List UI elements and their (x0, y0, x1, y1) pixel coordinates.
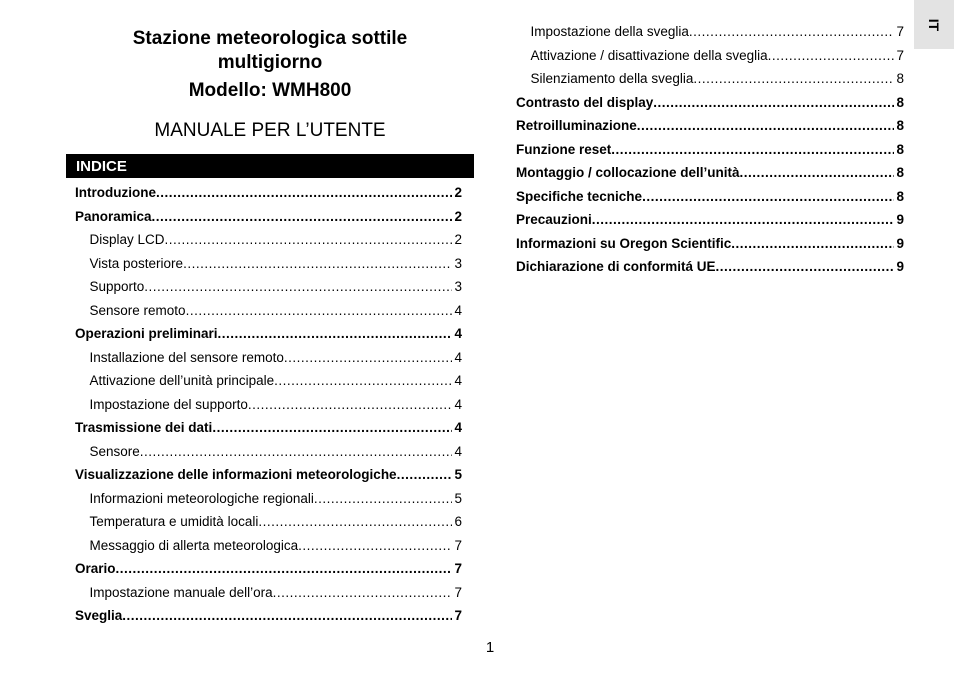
toc-leader-dots (258, 514, 452, 529)
toc-entry[interactable] (516, 236, 904, 260)
toc-entry[interactable] (75, 608, 462, 632)
toc-entry-label: Impostazione manuale dell’ora (89, 584, 273, 600)
toc-entry-label: Attivazione dell’unità principale (89, 373, 275, 388)
toc-entry[interactable] (516, 259, 904, 283)
toc-entry-page: 8 (896, 188, 904, 204)
toc-entry-label: Sveglia (75, 608, 123, 623)
toc-leader-dots (218, 326, 453, 341)
toc-entry-page: 2 (454, 208, 462, 224)
toc-entry-label: Contrasto del display (516, 94, 654, 110)
toc-leader-dots (314, 491, 453, 506)
language-tab-label: IT (925, 18, 942, 31)
toc-entry-page: 8 (896, 165, 904, 180)
toc-entry-page: 3 (454, 279, 462, 294)
toc-entry[interactable] (75, 561, 462, 585)
toc-leader-dots (274, 373, 452, 388)
toc-entry-page: 4 (454, 396, 462, 412)
toc-entry-page: 4 (454, 302, 462, 318)
toc-entry[interactable] (75, 373, 462, 397)
toc-entry-label: Panoramica (75, 208, 152, 224)
toc-entry-label: Retroilluminazione (516, 118, 637, 133)
toc-entry-page: 2 (454, 232, 462, 247)
toc-entry-page: 9 (896, 212, 904, 227)
toc-entry-label: Precauzioni (516, 212, 592, 227)
title-line-2: multigiorno (217, 52, 323, 73)
toc-leader-dots (284, 350, 453, 365)
toc-entry[interactable] (516, 212, 904, 236)
toc-entry-label: Sensore (89, 443, 140, 459)
toc-entry-label: Temperatura e umidità locali (89, 514, 259, 529)
toc-leader-dots (592, 212, 895, 227)
toc-entry[interactable] (75, 303, 462, 327)
toc-entry-label: Trasmissione dei dati (75, 420, 213, 435)
toc-entry[interactable] (516, 95, 904, 119)
toc-entry-label: Impostazione del supporto (89, 396, 248, 412)
toc-entry-page: 7 (454, 561, 462, 576)
toc-entry-label: Operazioni preliminari (75, 326, 218, 341)
toc-leader-dots (611, 142, 894, 157)
toc-entry-label: Orario (75, 561, 116, 576)
toc-left-column (75, 185, 462, 632)
toc-entry-label: Montaggio / collocazione dell’unità (516, 165, 740, 180)
toc-entry-label: Visualizzazione delle informazioni meteorologiche (75, 467, 397, 482)
toc-entry[interactable] (516, 24, 904, 48)
toc-entry-page: 4 (454, 420, 462, 435)
toc-entry-page: 9 (896, 235, 904, 251)
toc-entry[interactable] (75, 397, 462, 421)
toc-leader-dots (642, 189, 894, 204)
toc-entry[interactable] (516, 48, 904, 72)
toc-entry-label: Informazioni meteorologiche regionali (89, 490, 314, 506)
toc-entry[interactable] (516, 118, 904, 142)
toc-leader-dots (186, 303, 453, 318)
toc-entry[interactable] (75, 491, 462, 515)
toc-entry-label: Informazioni su Oregon Scientific (516, 235, 732, 251)
toc-entry[interactable] (75, 585, 462, 609)
toc-leader-dots (152, 209, 453, 224)
toc-leader-dots (248, 397, 453, 412)
toc-entry-label: Sensore remoto (89, 302, 186, 318)
toc-entry[interactable] (75, 350, 462, 374)
toc-leader-dots (716, 259, 895, 274)
toc-entry[interactable] (75, 467, 462, 491)
toc-entry-label: Impostazione della sveglia (530, 24, 689, 39)
toc-entry[interactable] (75, 185, 462, 209)
index-heading-bar: INDICE (66, 154, 474, 178)
document-title (66, 27, 474, 75)
toc-entry-page: 5 (454, 490, 462, 506)
toc-entry-label: Silenziamento della sveglia (530, 71, 694, 86)
toc-entry-page: 4 (454, 443, 462, 459)
toc-entry-label: Introduzione (75, 185, 156, 200)
toc-entry-label: Dichiarazione di conformitá UE (516, 259, 716, 274)
toc-leader-dots (144, 279, 452, 294)
toc-entry[interactable] (75, 256, 462, 280)
toc-entry-page: 8 (896, 94, 904, 110)
toc-leader-dots (768, 48, 895, 63)
toc-entry-label: Messaggio di allerta meteorologica (89, 537, 299, 553)
toc-entry-page: 8 (896, 141, 904, 157)
toc-leader-dots (122, 608, 452, 623)
toc-entry[interactable] (75, 420, 462, 444)
toc-leader-dots (740, 165, 895, 180)
toc-entry-page: 3 (454, 255, 462, 271)
toc-right-column (516, 24, 904, 283)
toc-leader-dots (165, 232, 453, 247)
toc-entry[interactable] (75, 514, 462, 538)
page-number: 1 (485, 639, 495, 656)
toc-entry[interactable] (75, 326, 462, 350)
toc-leader-dots (298, 538, 452, 553)
toc-leader-dots (653, 95, 894, 110)
toc-entry[interactable] (75, 232, 462, 256)
toc-leader-dots (212, 420, 452, 435)
toc-entry-page: 4 (454, 349, 462, 365)
toc-entry-label: Vista posteriore (89, 255, 184, 271)
title-line-1: Stazione meteorologica sottile (132, 28, 408, 49)
toc-entry-page: 7 (454, 584, 462, 600)
toc-leader-dots (273, 585, 453, 600)
toc-entry-label: Specifiche tecniche (516, 188, 643, 204)
toc-entry-label: Display LCD (89, 232, 165, 247)
toc-entry-page: 7 (454, 537, 462, 553)
toc-leader-dots (183, 256, 452, 271)
toc-entry-page: 8 (896, 118, 904, 133)
toc-entry-label: Attivazione / disattivazione della sveglia (530, 47, 768, 63)
toc-entry-page: 6 (454, 514, 462, 529)
toc-entry-page: 7 (896, 47, 904, 63)
toc-entry-label: Installazione del sensore remoto (89, 349, 284, 365)
toc-leader-dots (637, 118, 895, 133)
toc-entry-page: 2 (454, 185, 462, 200)
toc-entry-label: Supporto (89, 279, 145, 294)
manual-heading: MANUALE PER L’UTENTE (154, 120, 386, 141)
toc-leader-dots (156, 185, 452, 200)
toc-entry[interactable] (75, 444, 462, 468)
toc-entry-page: 7 (454, 608, 462, 623)
toc-leader-dots (116, 561, 453, 576)
toc-leader-dots (140, 444, 453, 459)
toc-leader-dots (689, 24, 895, 39)
toc-entry[interactable] (516, 71, 904, 95)
toc-leader-dots (731, 236, 894, 251)
toc-entry-page: 8 (896, 71, 904, 86)
toc-entry-page: 4 (454, 373, 462, 388)
toc-entry[interactable] (516, 189, 904, 213)
toc-entry-page: 4 (454, 326, 462, 341)
toc-entry[interactable] (75, 279, 462, 303)
toc-entry[interactable] (75, 209, 462, 233)
toc-entry[interactable] (516, 142, 904, 166)
toc-entry[interactable] (75, 538, 462, 562)
toc-entry-page: 7 (896, 24, 904, 39)
language-tab (914, 0, 954, 49)
toc-entry[interactable] (516, 165, 904, 189)
toc-leader-dots (693, 71, 894, 86)
toc-entry-page: 5 (454, 467, 462, 482)
toc-entry-page: 9 (896, 259, 904, 274)
model-name: Modello: WMH800 (188, 80, 352, 101)
toc-entry-label: Funzione reset (516, 141, 612, 157)
toc-leader-dots (397, 467, 453, 482)
